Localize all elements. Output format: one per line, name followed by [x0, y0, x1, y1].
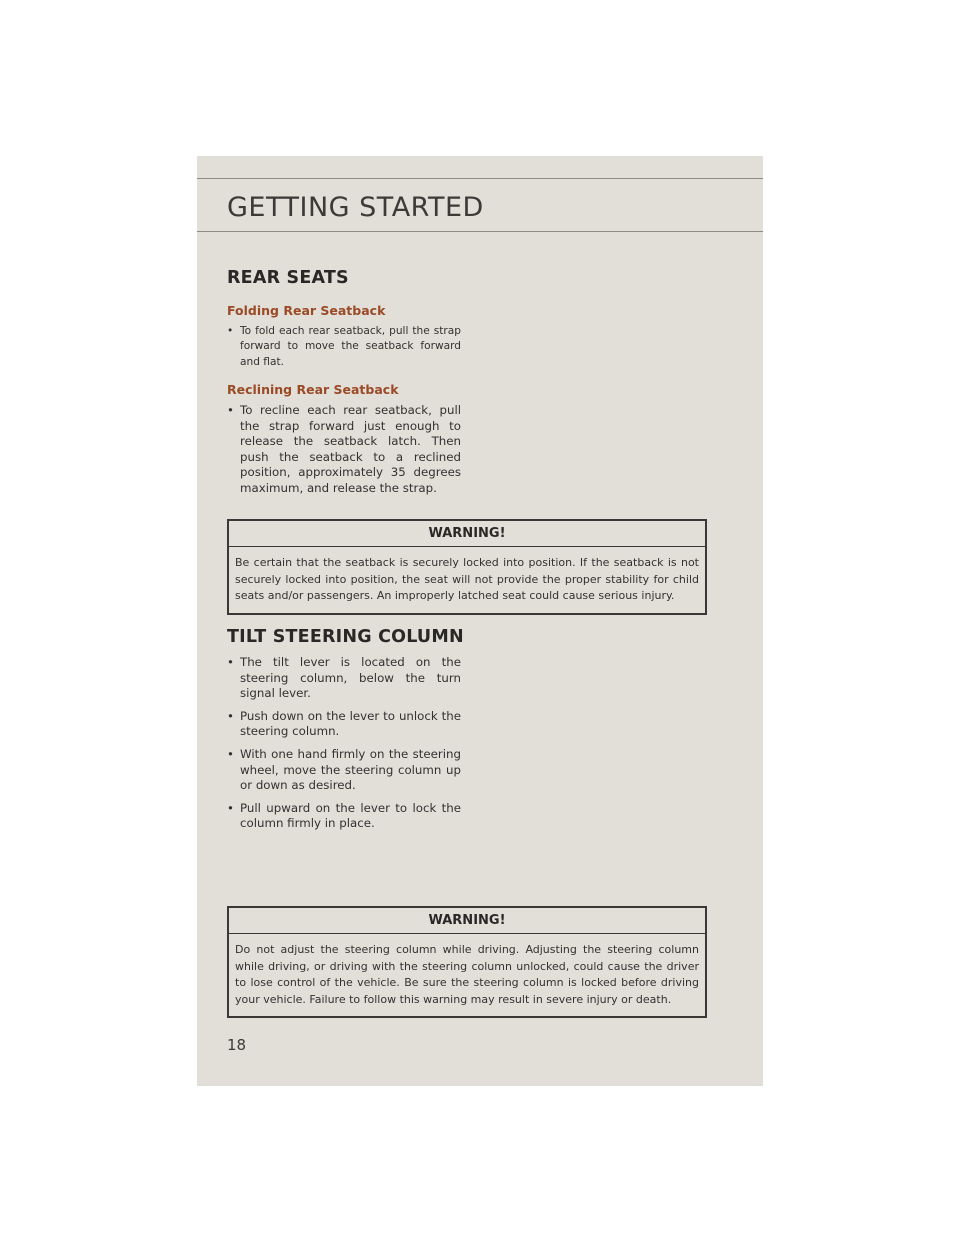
- list-item: • With one hand firmly on the steering wheel, move the steering column up or down as desired.: [227, 746, 461, 793]
- reclining-rear-seatback-heading: Reclining Rear Seatback: [227, 382, 399, 397]
- folding-instructions-list: [227, 324, 461, 377]
- seatback-warning-box: [227, 519, 707, 615]
- warning-label: WARNING!: [229, 521, 705, 547]
- list-item: • To recline each rear seatback, pull the strap forward just enough to release the seatback latch. Then push the seatback to a reclined position, approximately 35 degrees maximum, and release the strap.: [227, 403, 461, 495]
- list-item: • To fold each rear seatback, pull the strap forward to move the seatback forward and flat.: [227, 325, 461, 368]
- list-item: • Push down on the lever to unlock the steering column.: [227, 708, 461, 739]
- tilt-steering-column-heading: TILT STEERING COLUMN: [227, 627, 464, 647]
- folding-rear-seatback-heading: Folding Rear Seatback: [227, 303, 386, 318]
- header-rule-bottom: [197, 231, 763, 232]
- steering-warning-box: [227, 906, 707, 1018]
- tilt-steering-instructions-list: [227, 655, 461, 839]
- page-number: 18: [227, 1036, 247, 1054]
- section-title: GETTING STARTED: [227, 192, 484, 223]
- reclining-instructions-list: [227, 403, 461, 504]
- rear-seats-heading: REAR SEATS: [227, 268, 349, 288]
- warning-text: Be certain that the seatback is securely locked into position. If the seatback is not securely locked into position, the seat will not provide the proper stability for child seats and/or passengers. An improperly latched seat could cause serious injury.: [235, 556, 699, 602]
- list-item: • Pull upward on the lever to lock the column firmly in place.: [227, 800, 461, 831]
- manual-page: [197, 156, 763, 1086]
- warning-text: Do not adjust the steering column while driving. Adjusting the steering column while driving, or driving with the steering column unlocked, could cause the driver to lose control of the vehicle. Be sure the steering column is locked before driving your vehicle. Failure to follow this warning may result in severe injury or death.: [235, 943, 699, 1006]
- list-item: • The tilt lever is located on the steering column, below the turn signal lever.: [227, 655, 461, 701]
- warning-label: WARNING!: [229, 908, 705, 934]
- header-rule-top: [197, 178, 763, 179]
